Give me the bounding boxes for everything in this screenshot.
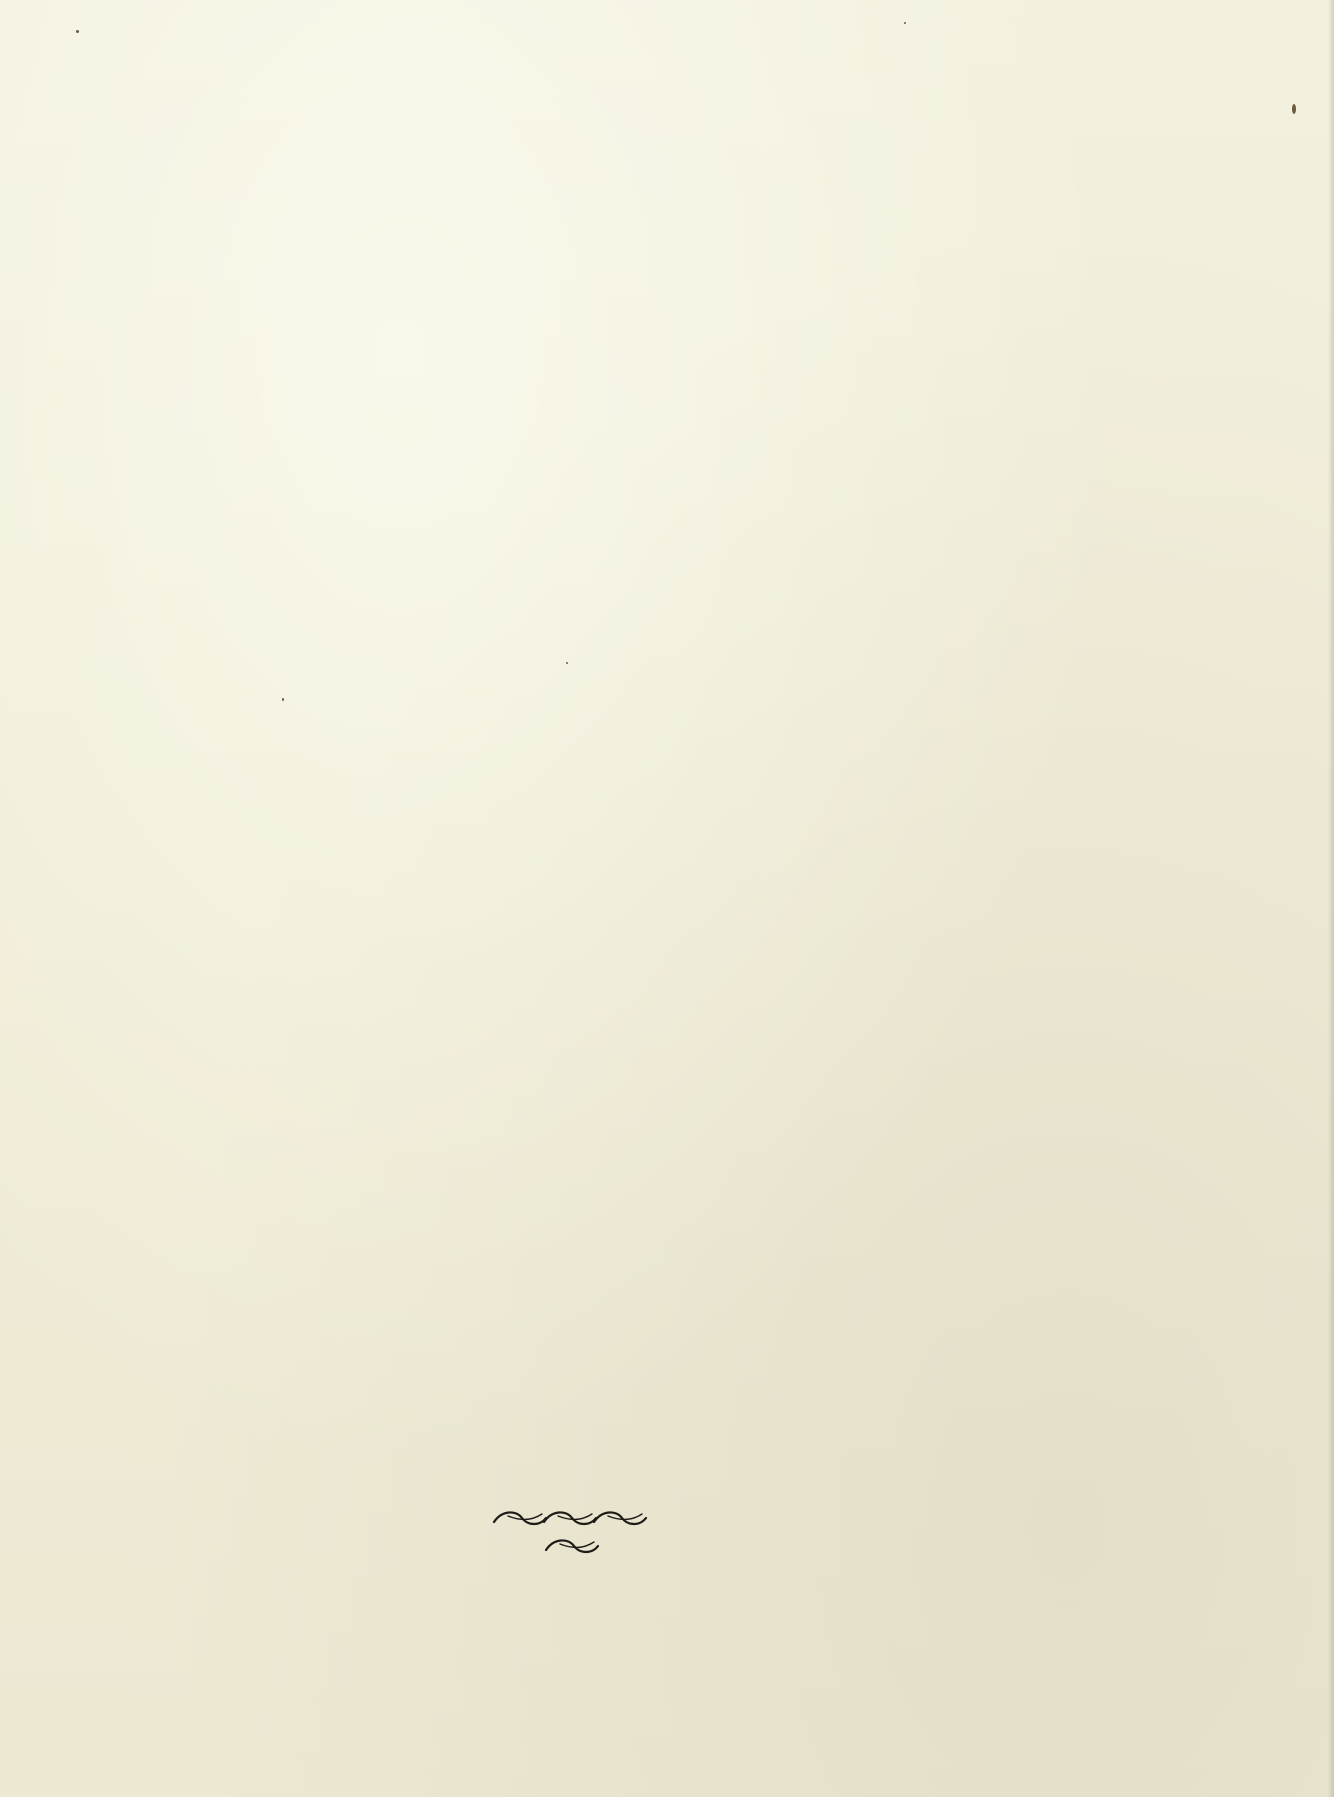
wave-flourish-ornament-icon: [490, 1500, 650, 1570]
paper-speck: [904, 22, 906, 24]
paper-speck: [282, 698, 284, 701]
paper-speck: [566, 662, 568, 664]
paper-speck: [76, 30, 79, 33]
page-edge-shadow: [1328, 0, 1334, 1797]
heart-scroll-ornament-icon: [150, 506, 980, 576]
scroll-vine-ornament-icon: [148, 276, 980, 346]
paper-speck: [1292, 104, 1296, 114]
